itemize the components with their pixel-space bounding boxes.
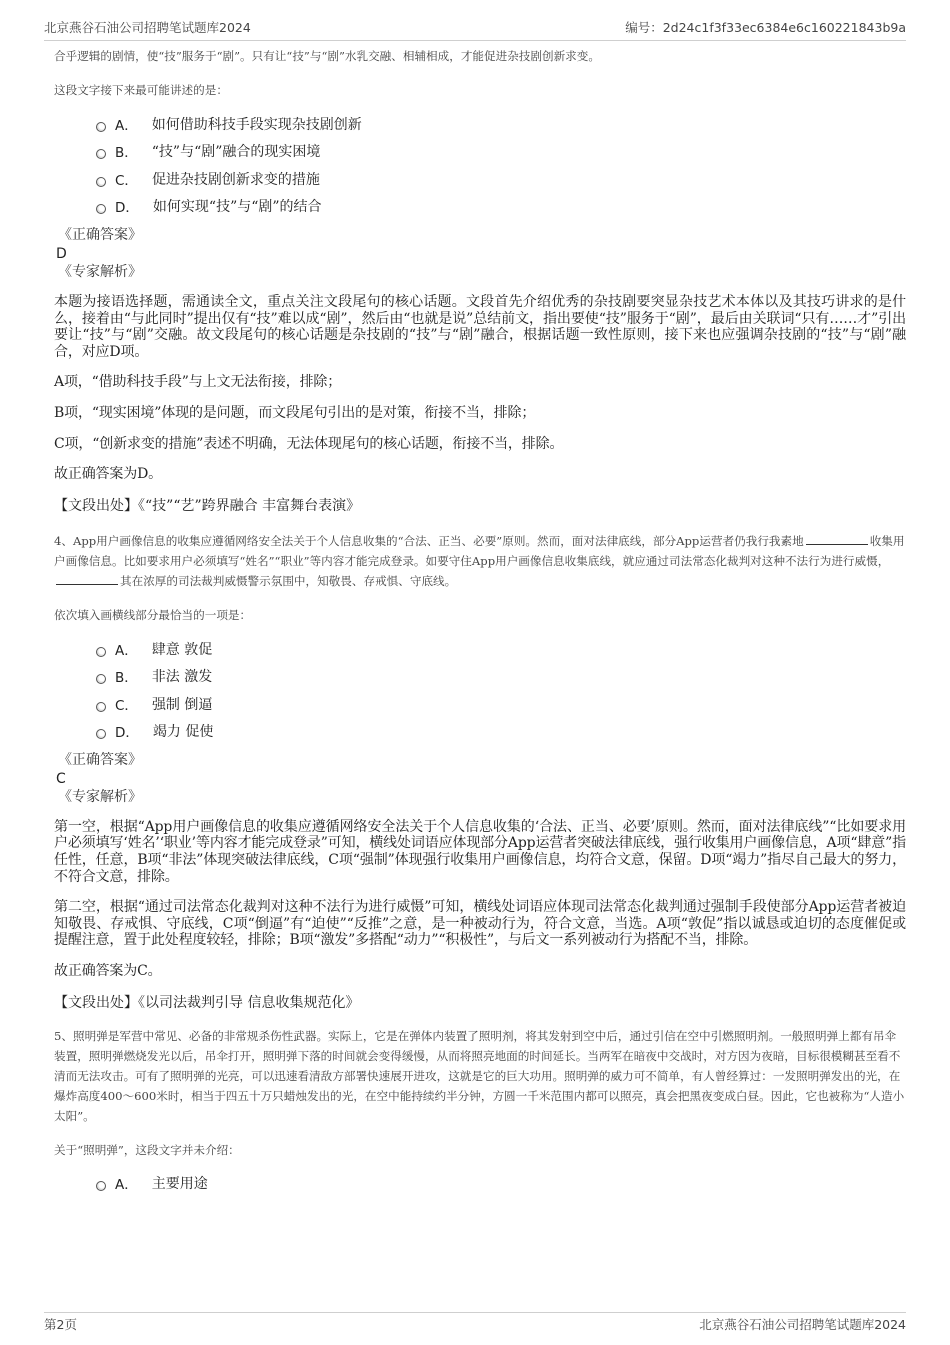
q3-option-c[interactable]: C． 促进杂技剧创新求变的措施 — [96, 165, 906, 193]
header-title: 北京燕谷石油公司招聘笔试题库2024 — [44, 20, 251, 35]
q3-option-b[interactable]: B． “技”与“剧”融合的现实困境 — [96, 138, 906, 166]
q3-analysis-b: B项，“现实困境”体现的是问题，而文段尾句引出的是对策，衔接不当，排除； — [54, 404, 536, 421]
q4-source: 【文段出处】《以司法裁判引导 信息收集规范化》 — [54, 994, 360, 1011]
radio-icon[interactable] — [96, 177, 106, 187]
radio-icon[interactable] — [96, 149, 106, 159]
q3-options — [96, 110, 906, 220]
q5-options — [96, 1170, 906, 1198]
q3-answer: D — [56, 246, 67, 262]
q3-prompt: 这段文字接下来最可能讲述的是： — [54, 83, 228, 97]
q5-option-a[interactable]: A． 主要用途 — [96, 1170, 906, 1198]
blank-1 — [806, 532, 868, 545]
q4-option-b[interactable]: B． 非法 激发 — [96, 662, 906, 690]
q3-analysis-a: A项，“借助科技手段”与上文无法衔接，排除； — [54, 374, 342, 391]
blank-2 — [56, 572, 118, 585]
q4-stem: 4、App用户画像信息的收集应遵循网络安全法关于个人信息收集的“合法、正当、必要”原则。然而，面对法律底线，部分App运营者仍我行我素地 收集用户画像信息。比如要求用户必须填写“姓名”“职业”等内容才能完成登录。如要守住App用户画像信息收集底线，就应通过司法常态化裁判对这种不法行为进行威慑，其在浓厚的司法裁判威慑警示氛围中，知敬畏、存戒惧、守底线。 — [54, 533, 905, 588]
q3-conclusion: 故正确答案为D。 — [54, 466, 163, 483]
footer-title: 北京燕谷石油公司招聘笔试题库2024 — [699, 1317, 906, 1332]
radio-icon[interactable] — [96, 647, 106, 657]
q4-option-c[interactable]: C． 强制 倒逼 — [96, 690, 906, 718]
q4-option-d[interactable]: D． 竭力 促使 — [96, 717, 906, 745]
q3-answer-label: 《正确答案》 — [58, 227, 142, 243]
q3-source: 【文段出处】《“技”“艺”跨界融合 丰富舞台表演》 — [54, 497, 361, 514]
q5-prompt: 关于“照明弹”，这段文字并未介绍： — [54, 1142, 240, 1157]
q4-options — [96, 635, 906, 745]
page-content — [54, 46, 906, 1203]
q4-answer-label: 《正确答案》 — [58, 751, 142, 768]
q4-prompt: 依次填入画横线部分最恰当的一项是： — [54, 607, 252, 622]
q4-analysis-second-blank: 第二空，根据“通过司法常态化裁判对这种不法行为进行威慑”可知，横线处词语应体现司法常态化裁判通过强制手段使部分App运营者被迫知敬畏、存戒惧、守底线，C项“倒逼”有“迫使”“反推”之意，是一种被动行为，符合文意，当选。A项“敦促”指以诚恳或迫切的态度催促或提醒注意，置于此处程度较轻，排除；B项“激发”多搭配“动力”“积极性”，与后文一系列被动行为搭配不当，排除。 — [54, 899, 906, 949]
q4-analysis-label: 《专家解析》 — [58, 788, 142, 805]
q3-analysis-c: C项，“创新求变的措施”表述不明确，无法体现尾句的核心话题，衔接不当，排除。 — [54, 435, 564, 452]
header-doc-id: 编号：2d24c1f3f33ec6384e6c160221843b9a — [625, 20, 906, 35]
q4-option-a[interactable]: A． 肆意 敦促 — [96, 635, 906, 663]
q4-conclusion: 故正确答案为C。 — [54, 962, 162, 979]
q3-option-a[interactable]: A． 如何借助科技手段实现杂技剧创新 — [96, 110, 906, 138]
footer-page-number: 第2页 — [44, 1317, 77, 1332]
q3-analysis-label: 《专家解析》 — [58, 264, 142, 280]
radio-icon[interactable] — [96, 1181, 106, 1191]
page-footer — [44, 1312, 906, 1333]
radio-icon[interactable] — [96, 204, 106, 214]
radio-icon[interactable] — [96, 674, 106, 684]
q4-answer: C — [56, 770, 66, 787]
q3-passage-tail: 合乎逻辑的剧情，使“技”服务于“剧”。只有让“技”与“剧”水乳交融、相辅相成，才能促进杂技剧创新求变。 — [54, 49, 600, 63]
radio-icon[interactable] — [96, 729, 106, 739]
page-header — [44, 14, 906, 41]
q3-analysis-main: 本题为接语选择题，需通读全文，重点关注文段尾句的核心话题。文段首先介绍优秀的杂技剧要突显杂技艺术本体以及其技巧讲求的是什么，接着由“与此同时”提出仅有“技”难以成“剧”，然后由“也就是说”总结前文，指出要使“技”服务于“剧”，最后由关联词“只有……才”引出要让“技”与“剧”交融。故文段尾句的核心话题是杂技剧的“技”与“剧”融合，根据话题一致性原则，接下来也应强调杂技剧的“技”与“剧”融合，对应D项。 — [54, 294, 906, 360]
q5-stem: 5、照明弹是军营中常见、必备的非常规杀伤性武器。实际上，它是在弹体内装置了照明剂，将其发射到空中后，通过引信在空中引燃照明剂。一般照明弹上都有吊伞装置，照明弹燃烧发光以后，吊伞打开，照明弹下落的时间就会变得缓慢，从而将照亮地面的时间延长。当两军在暗夜中交战时，对方因为夜暗，目标很模糊甚至看不清而无法攻击。可有了照明弹的光亮，可以迅速看清敌方部署快速展开进攻，这就是它的巨大功用。照明弹的威力可不简单，有人曾经算过：一发照明弹发出的光，在爆炸高度400～600米时，相当于四五十万只蜡烛发出的光，在空中能持续约半分钟，方圆一千米范围内都可以照亮，真会把黑夜变成白昼。因此，它也被称为“人造小太阳”。 — [54, 1028, 905, 1123]
q4-analysis-first-blank: 第一空，根据“App用户画像信息的收集应遵循网络安全法关于个人信息收集的‘合法、正当、必要’原则。然而，面对法律底线”“比如要求用户必须填写‘姓名’‘职业’等内容才能完成登录”可知，横线处词语应体现部分App运营者突破法律底线，强行收集用户画像信息，A项“肆意”指任性，任意，B项“非法”体现突破法律底线，C项“强制”体现强行收集用户画像信息，均符合文意，保留。D项“竭力”指尽自己最大的努力，不符合文意，排除。 — [54, 818, 906, 885]
q3-option-d[interactable]: D． 如何实现“技”与“剧”的结合 — [96, 193, 906, 221]
radio-icon[interactable] — [96, 702, 106, 712]
radio-icon[interactable] — [96, 122, 106, 132]
